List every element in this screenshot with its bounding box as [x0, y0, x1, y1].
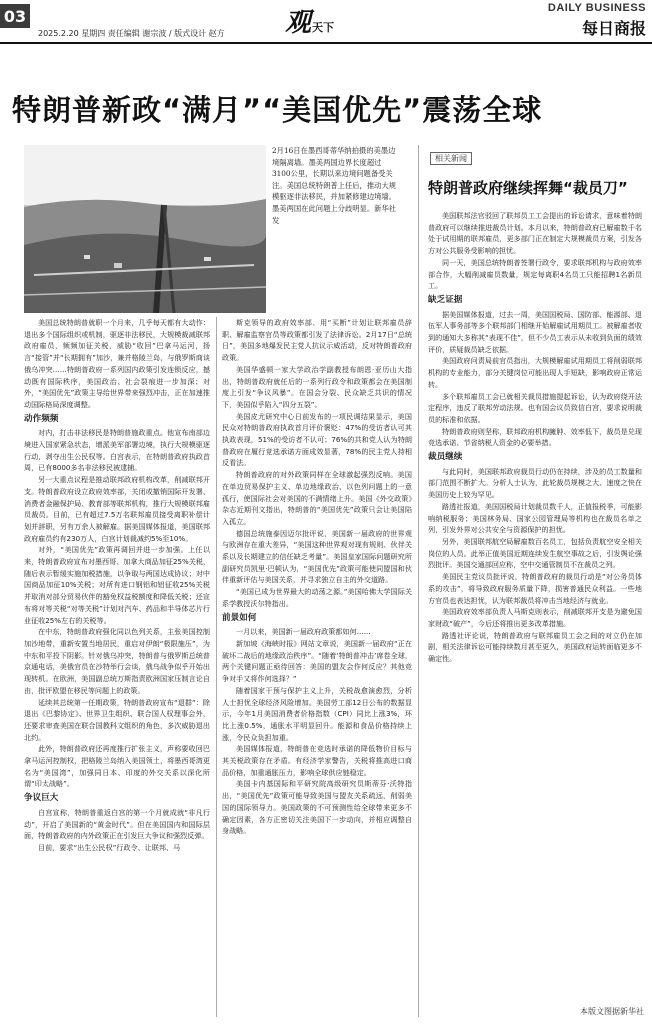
article-paragraph: “美国已成为世界最大的动荡之源。”美国哈佛大学国际关系学教授沃尔特指出。	[222, 587, 412, 608]
article-paragraph: 特朗普政府则坚称，联邦政府机构臃肿、效率低下，裁员是兑现竞选承诺、节省纳税人资金的必要举措。	[428, 426, 642, 448]
article-paragraph: 在中东，特朗普政府强化同以色列关系，主张美国控制加沙地带，重新安置当地居民，重启对伊朗“极限施压”，为中东和平投下阴影。针对俄乌冲突，特朗普与俄罗斯总统普京通电话，美俄官员在沙特举行会谈，俄乌战争似乎开始出现转机。在欧洲，美国副总统万斯指责欧洲国家压制言论自由，批评欧盟在移民等问题上的政策。	[24, 627, 210, 695]
photo-illustration	[24, 145, 266, 313]
article-paragraph: 美国媒体报道，特朗普在竞选时承诺的降低物价目标与其关税政策存在矛盾。有经济学家警告，关税将推高进口商品价格，加重通胀压力，影响全球供应链稳定。	[222, 744, 412, 777]
article-paragraph: 新加坡《海峡时报》网站文章说，美国新一届政府“正在破坏二战后的地缘政治秩序”。“随着‘特朗普冲击’席卷全球，两个关键问题正亟待回答：美国的盟友会作何反应？其他竞争对手又将作何选择？”	[222, 638, 412, 684]
article-paragraph: 美国政府效率部负责人马斯克则表示，削减联邦开支是为避免国家财政“破产”，今后还将推出更多改革措施。	[428, 607, 642, 628]
article-paragraph: 美国民主党议员批评说，特朗普政府的裁员行动是“对公务员体系的攻击”，将导致政府服务质量下降，损害普通民众利益。一些地方官员也表达担忧，认为联邦裁员将冲击当地经济与就业。	[428, 572, 642, 605]
column-divider	[216, 317, 217, 1017]
header-rule	[0, 42, 652, 44]
main-headline: 特朗普新政“满月”“美国优先”震荡全球	[12, 93, 543, 127]
article-paragraph: 对外，“美国优先”政策再调回并进一步加强。上任以来，特朗普政府宣布对墨西哥、加拿大商品加征25%关税，随后表示暂缓实施加税措施，以争取与两国达成协议；对中国商品加征10%关税；对所有进口钢铝和铝征收25%关税并取消对部分贸易伙伴的豁免权益税额度和降低关税；还宣布将对等关税“对等关税”计划对汽车、药品和半导体芯片行业征收25%左右的关税等。	[24, 545, 210, 625]
article-paragraph: 路透社评论说，特朗普政府与联邦雇员工会之间的对立仍在加剧，相关法律诉讼可能持续数月甚至更久，美国政府运转面临更多不确定性。	[428, 630, 642, 664]
related-news-label: 相关新闻	[430, 152, 472, 165]
section-title-small: 天下	[312, 21, 335, 34]
article-column-2	[222, 317, 412, 1017]
article-paragraph: 目前，要求“出生公民权”行政令、让联邦、马	[38, 842, 181, 852]
article-paragraph: 路透社报道，美国国税局计划裁员数千人，正值报税季，可能影响纳税服务；美国林务局、国家公园管理局等机构也在裁员名单之列，引发外界对公共安全与资源保护的担忧。	[428, 501, 642, 535]
article-paragraph: 美国总统特朗普就职一个月来，几乎每天都有大动作：退出多个国际组织或机制，驱逐非法移民，大规模裁减联邦政府雇员，频频加征关税，威胁“收回”巴拿马运河，扬言“接管”并“长期拥有”加沙，兼并格陵兰岛，与俄罗斯商谈俄乌冲突……特朗普政府一系列国内政策引发连锁反应，撼动既有国际秩序，美国政治、社会裂痕进一步加深；对外，“美国优先”政策主导给世界带来强烈冲击，正在加速推动国际格局深度调整。	[24, 318, 210, 409]
related-news-title: 特朗普政府继续挥舞“裁员刀”	[428, 179, 628, 197]
article-paragraph: 特朗普政府的对外政策同样在全球激起强烈反响。美国在单边贸易保护主义、单边地缘政治、以色列问题上的一意孤行，使国际社会对美国的不满情绪上升。美国《外交政策》杂志近期刊文指出，特朗普的“美国优先”政策只会让美国陷入孤立。	[222, 470, 412, 526]
source-credit: 本版文图据新华社	[580, 1007, 644, 1016]
article-paragraph: 另一大重点议程是推动联邦政府机构改革，削减联邦开支。特朗普政府设立政府效率部，关闭或撤销国际开发署、消费者金融保护局、教育部等联邦机构，推行大规模联邦雇员裁员。目前，已有超过7.5万名联邦雇员接受离职补偿计划并辞职，另有万余人被解雇。据美国媒体报道，美国联邦政府雇员约有230万人，白宫计划裁减约5%至10%。	[24, 475, 210, 543]
section-subheading: 裁员继续	[428, 452, 463, 463]
article-paragraph: 美国华盛顿一家大学政治学副教授布朗恩·亚历山大指出，特朗普政府就任后的一系列行政令和政策都会在美国制度上引发“争议风暴”。在国会分裂、民众缺乏共识的情况下，美国似乎陷入“四分五裂”。	[222, 364, 412, 409]
page-number: 03	[0, 4, 30, 28]
article-paragraph: 另外，美国联邦航空局解雇数百名员工，包括负责航空安全相关岗位的人员。此举正值美国近期连续发生航空事故之后，引发舆论强烈批评。美国交通部回应称，空中交通管制员不在裁员之列。	[428, 536, 642, 570]
border-wall-photo	[24, 145, 266, 313]
column-divider	[418, 145, 419, 1017]
issue-meta: 2025.2.20 星期四 责任编辑 谢宗波 / 版式设计 赵方	[38, 29, 225, 38]
article-paragraph: 德国总统施泰因迈尔批评说，美国新一届政府的世界观与欧洲存在重大差异，“美国这种世界观对现有规则、伙伴关系以及长期建立的信任缺乏考量”。美国皇家国际问题研究所副研究员凯里·巴顿认为，“美国优先”政策可能使同盟国和伙伴重新评估与美国关系，并寻求独立自主的外交道路。	[222, 528, 412, 585]
article-paragraph: 延续其总统第一任期政策，特朗普政府宣布“退群”：除退出《巴黎协定》、世界卫生组织、联合国人权理事会外，还要求审查美国在联合国教科文组织的角色，多次威胁退出北约。	[24, 697, 210, 742]
article-column-1	[24, 317, 210, 1017]
article-paragraph: 美国皮尤研究中心日前发布的一项民调结果显示，美国民众对特朗普政府执政首月评价褒贬：47%的受访者认可其执政表现，51%的受访者不认可；76%的共和党人认为特朗普政府在履行竞选承诺方面成效显著，78%的民主党人持相反看法。	[222, 411, 412, 468]
article-paragraph: 据美国媒体报道，过去一周，美国国税局、国防部、能源部、退伍军人事务部等多个联邦部门相继开始解雇试用期员工。被解雇者收到的通知大多称其“表现不佳”，但不少员工表示从未收到负面的绩效评价，质疑裁员缺乏依据。	[428, 309, 642, 354]
section-subheading: 前景如何	[222, 612, 257, 623]
article-paragraph: 多个联邦雇员工会已就相关裁员措施提起诉讼，认为政府绕开法定程序，违反了联邦劳动法规。也有国会议员致信白宫，要求说明裁员的标准和依据。	[428, 391, 642, 424]
section-subheading: 争议巨大	[24, 793, 59, 804]
article-paragraph: 斯克领导的政府效率部、用“买断”计划让联邦雇员辞职、解雇监察官员等政策都引发了法律诉讼。2月17日“总统日”，美国多地爆发民主党人抗议示威活动，反对特朗普政府政策。	[222, 318, 412, 363]
photo-caption: 2月16日在墨西哥蒂华纳拍摄的美墨边境隔离墙。墨美两国边界长度超过3100公里，长期以来边境问题备受关注。美国总统特朗普上任后，推动大规模驱逐非法移民，并加紧修建边境墙。墨美两国在此问题上分歧明显。新华社发	[272, 146, 397, 225]
article-paragraph: 美国政府问责局前官员指出，大规模解雇试用期员工将削弱联邦机构的专业能力，部分关键岗位可能出现人手短缺，影响政府正常运转。	[428, 356, 642, 389]
brand-english: DAILY BUSINESS	[547, 2, 646, 14]
article-paragraph: 随着国家干预与保护主义上升，关税战愈演愈烈，分析人士担忧全球经济风险增加。美国劳工部12日公布的数据显示，今年1月美国消费者价格指数（CPI）同比上涨3%，环比上涨0.5%，通胀水平明显回升。能源和食品价格持续上涨，令民众负担加重。	[222, 685, 412, 742]
brand-chinese: 每日商报	[581, 19, 646, 38]
article-column-3	[428, 210, 642, 1000]
article-paragraph: 美国联邦法官驳回了联邦员工工会提出的诉讼请求，意味着特朗普政府可以继续推进裁员计划。本月以来，特朗普政府已解雇数千名处于试用期的联邦雇员，更多部门正在制定大规模裁员方案，引发各方对公共服务受影响的担忧。	[428, 211, 642, 256]
article-paragraph: 与此同时，美国联邦政府裁员行动仍在持续，涉及的员工数量和部门范围不断扩大。分析人士认为，此轮裁员规模之大、速度之快在美国历史上较为罕见。	[428, 466, 642, 500]
section-subheading: 缺乏证据	[428, 294, 463, 305]
article-paragraph: 此外，特朗普政府还再度推行扩张主义，声称要收回巴拿马运河控制权，把格陵兰岛纳入美国领土，将墨西哥湾更名为“美国湾”，加强同日本、印度的外交关系以深化所谓“印太战略”。	[24, 744, 210, 789]
article-paragraph: 美国卡内基国际和平研究院高级研究员斯蒂芬·沃特指出，“美国优先”政策可能导致美国与盟友关系疏远，削弱美国的国际领导力。美国政策的不可预测性给全球带来更多不确定因素，各方正密切关注美国下一步动向，并相应调整自身战略。	[222, 779, 412, 836]
article-paragraph: 一月以来，美国新一届政府政策都如何……	[236, 627, 371, 637]
article-paragraph: 白宫宣称，特朗普重返白宫的第一个月就成就“非凡行动”，开启了美国新的“黄金时代”。但在美国国内和国际层面，特朗普政府的内外政策正在引发巨大争议和强烈反弹。	[24, 807, 210, 841]
section-title-big: 观	[285, 8, 312, 38]
section-subheading: 动作频频	[24, 413, 59, 424]
article-paragraph: 同一天，美国总统特朗普签署行政令，要求联邦机构与政府效率部合作，大幅削减雇员数量，规定每离职4名员工只能招聘1名新员工。	[428, 257, 642, 291]
section-title	[285, 2, 334, 39]
article-paragraph: 对内，打击非法移民是特朗普施政重点。他宣布南部边境进入国家紧急状态，增派美军部署边境，执行大规模驱逐行动，剥夺出生公民权等。白宫表示，在特朗普政府执政首周，已有8000多名非法移民被逮捕。	[24, 428, 210, 473]
